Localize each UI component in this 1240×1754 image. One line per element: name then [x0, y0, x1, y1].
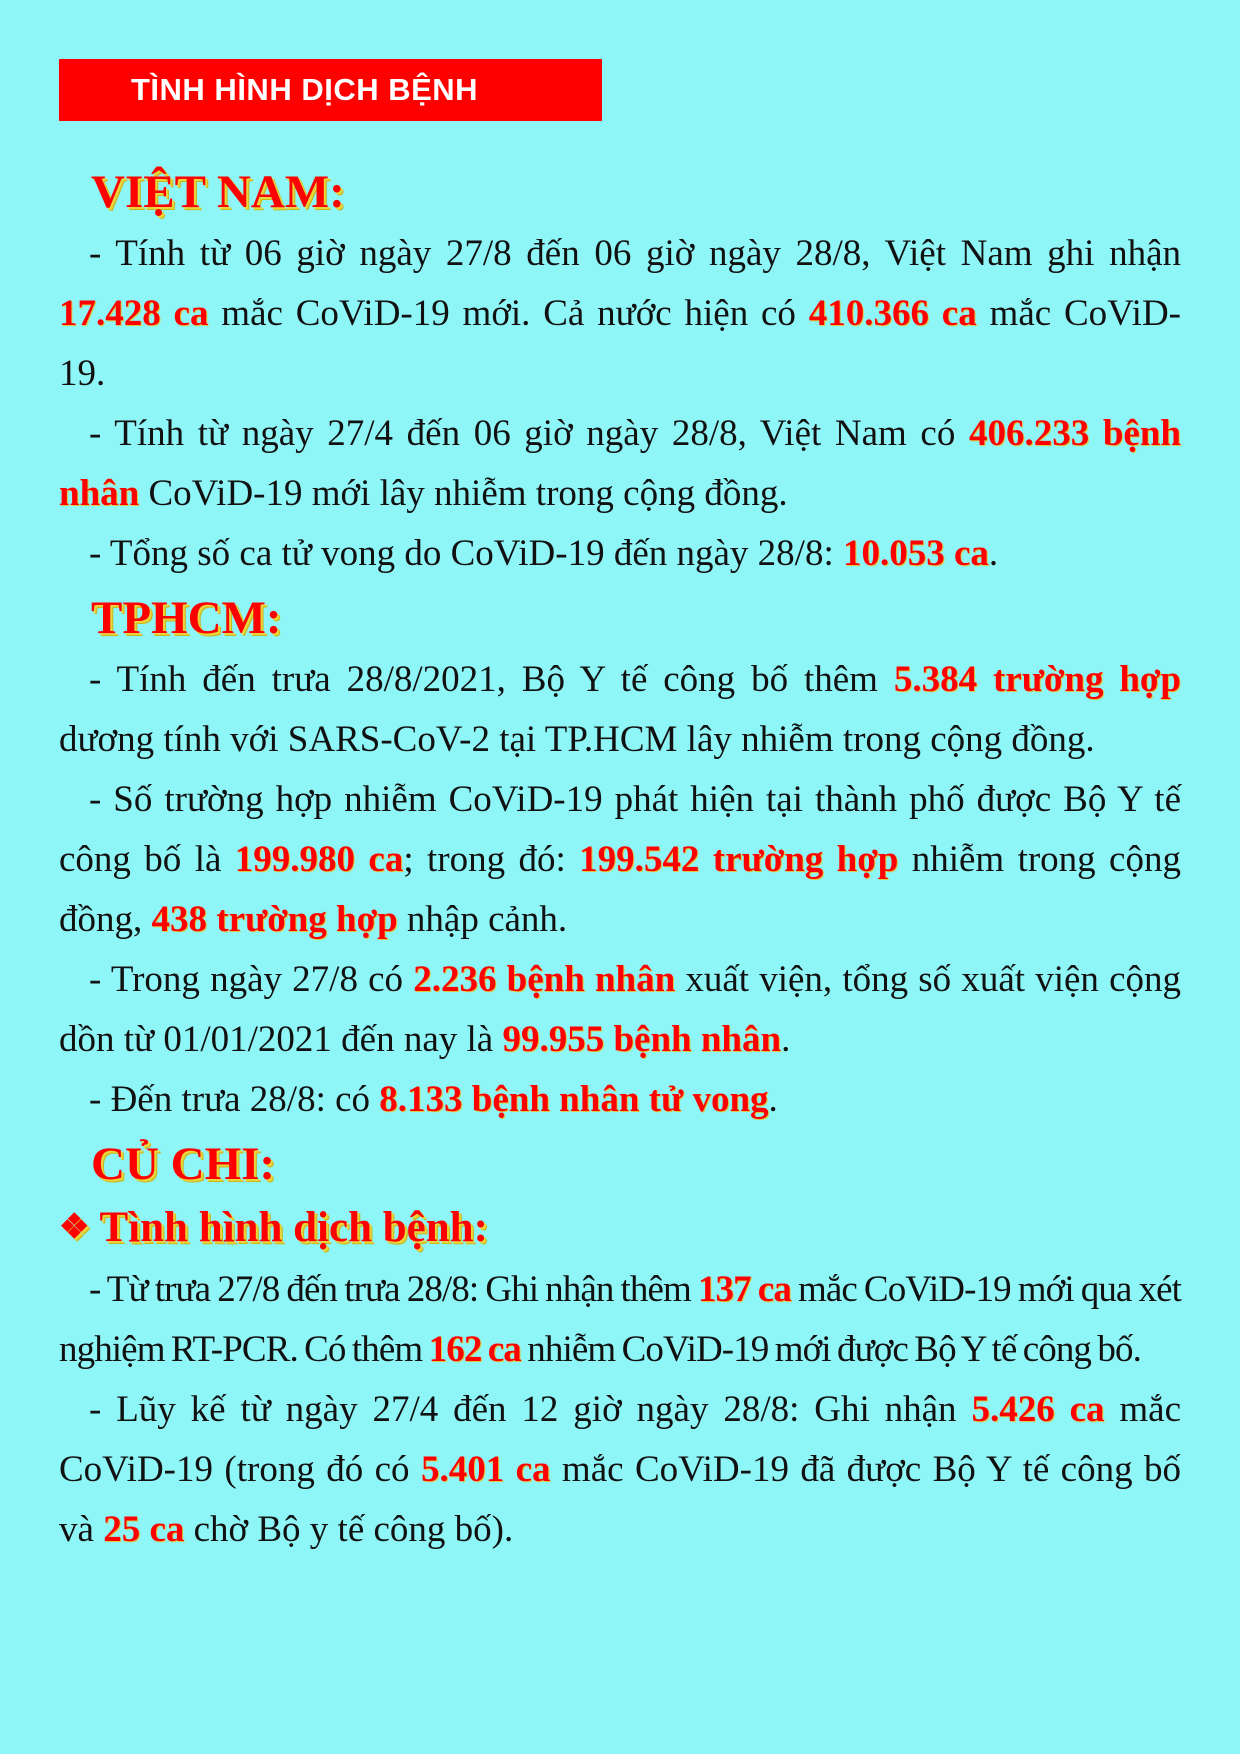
highlight-total-cases: 410.366 ca: [808, 293, 977, 334]
text: - Tính đến trưa 28/8/2021, Bộ Y tế công bố thêm: [89, 659, 894, 700]
section-banner: TÌNH HÌNH DỊCH BỆNH: [59, 59, 602, 121]
highlight-new-local-cases: 137 ca: [697, 1269, 791, 1310]
highlight-discharged-today: 2.236 bệnh nhân: [413, 959, 676, 1000]
text: - Lũy kế từ ngày 27/4 đến 12 giờ ngày 28/8: Ghi nhận: [89, 1389, 972, 1430]
vietnam-paragraph-1: [59, 224, 1181, 404]
text: - Tổng số ca tử vong do CoViD-19 đến ngày 28/8:: [89, 533, 843, 574]
tphcm-title: TPHCM:: [91, 592, 282, 644]
text: mắc CoViD-19 mới. Cả nước hiện có: [208, 293, 809, 334]
text: .: [781, 1019, 791, 1060]
text: CoViD-19 mới lây nhiễm trong cộng đồng.: [139, 473, 788, 514]
text: nhập cảnh.: [397, 899, 568, 940]
vietnam-title: VIỆT NAM:: [91, 166, 345, 218]
text: - Tính từ 06 giờ ngày 27/8 đến 06 giờ ngày 28/8, Việt Nam ghi nhận: [89, 233, 1181, 274]
highlight-city-deaths: 8.133 bệnh nhân tử vong: [379, 1079, 769, 1120]
text: mắc CoViD-19.: [59, 293, 1181, 394]
tphcm-paragraph-3: [59, 950, 1181, 1070]
text: - Trong ngày 27/8 có: [89, 959, 414, 1000]
text: nhiễm trong cộng đồng,: [59, 839, 1181, 940]
tphcm-paragraph-2: [59, 770, 1181, 950]
cuchi-subhead: [59, 1196, 1181, 1260]
text: xuất viện, tổng số xuất viện cộng dồn từ 01/01/2021 đến nay là: [59, 959, 1181, 1060]
vietnam-paragraph-2: [59, 404, 1181, 524]
text: mắc CoViD-19 mới qua xét nghiệm RT-PCR. Có thêm: [59, 1269, 1182, 1370]
text: - Tính từ ngày 27/4 đến 06 giờ ngày 28/8, Việt Nam có: [89, 413, 969, 454]
highlight-new-positive: 5.384 trường hợp: [893, 659, 1181, 700]
diamond-bullet-icon: ❖: [59, 1209, 90, 1246]
highlight-community-patients: 406.233 bệnh nhân: [59, 413, 1182, 514]
highlight-confirmed-cases: 5.401 ca: [420, 1449, 551, 1490]
highlight-deaths: 10.053 ca: [842, 533, 989, 574]
tphcm-paragraph-1: [59, 650, 1181, 770]
text: nhiễm CoViD-19 mới được Bộ Y tế công bố.: [520, 1329, 1141, 1370]
subhead-text: Tình hình dịch bệnh:: [99, 1204, 488, 1251]
text: chờ Bộ y tế công bố).: [184, 1509, 514, 1550]
vietnam-paragraph-3: [59, 524, 1181, 584]
highlight-cumulative-cases: 5.426 ca: [971, 1389, 1105, 1430]
text: ; trong đó:: [403, 839, 580, 880]
text: - Đến trưa 28/8: có: [89, 1079, 380, 1120]
text: .: [768, 1079, 778, 1120]
cuchi-paragraph-1: [59, 1260, 1181, 1380]
highlight-new-cases: 17.428 ca: [59, 293, 209, 334]
highlight-imported-cases: 438 trường hợp: [151, 899, 398, 940]
cuchi-paragraph-2: [59, 1380, 1181, 1560]
highlight-community-cases: 199.542 trường hợp: [579, 839, 899, 880]
text: - Từ trưa 27/8 đến trưa 28/8: Ghi nhận thêm: [89, 1269, 698, 1310]
highlight-discharged-total: 99.955 bệnh nhân: [502, 1019, 782, 1060]
text: .: [988, 533, 999, 574]
cuchi-title: CỦ CHI:: [91, 1138, 276, 1190]
highlight-city-total: 199.980 ca: [234, 839, 404, 880]
content: [59, 158, 1181, 1560]
text: mắc CoViD-19 đã được Bộ Y tế công bố và: [59, 1449, 1181, 1550]
text: - Số trường hợp nhiễm CoViD-19 phát hiện tại thành phố được Bộ Y tế công bố là: [59, 779, 1181, 880]
text: mắc CoViD-19 (trong đó có: [59, 1389, 1181, 1490]
text: dương tính với SARS-CoV-2 tại TP.HCM lây nhiễm trong cộng đồng.: [59, 719, 1095, 760]
highlight-pending-cases: 25 ca: [103, 1509, 185, 1550]
tphcm-paragraph-4: [59, 1070, 1181, 1130]
highlight-announced-cases: 162 ca: [428, 1329, 521, 1370]
